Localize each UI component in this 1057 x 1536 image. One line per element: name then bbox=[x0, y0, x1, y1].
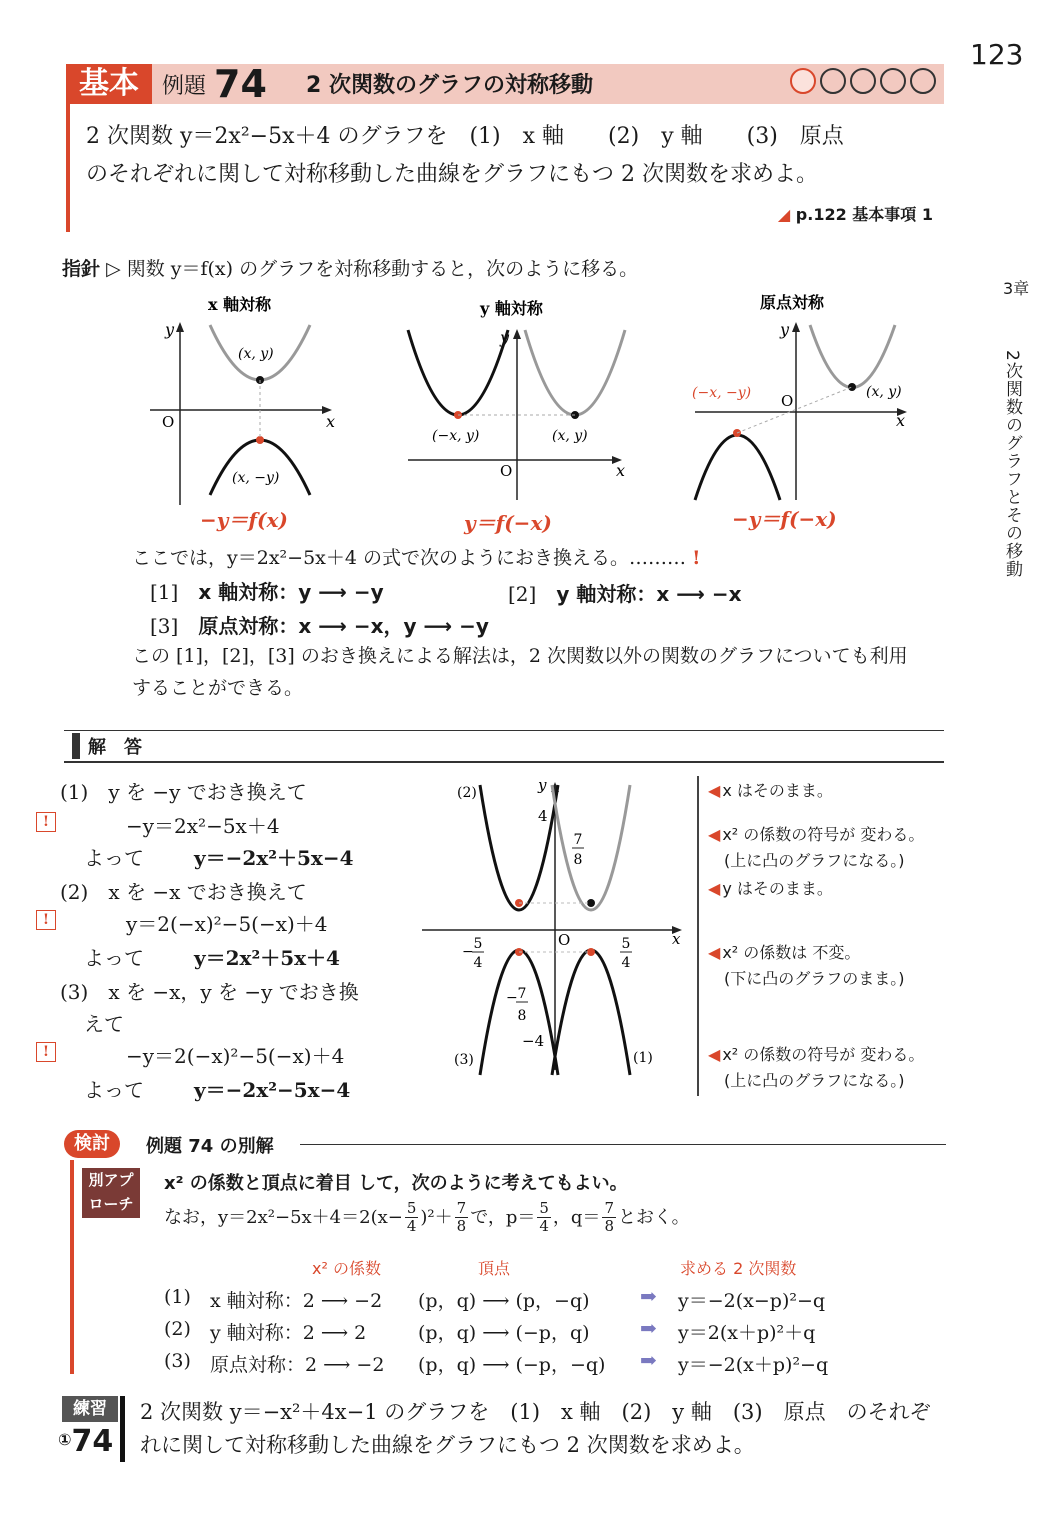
symmetry-formula: y＝f(−x) bbox=[464, 511, 552, 535]
symmetry-graphs bbox=[140, 290, 960, 540]
frac-num: 5 bbox=[539, 1199, 549, 1217]
difficulty-icon bbox=[790, 68, 816, 94]
table-row bbox=[164, 1350, 191, 1372]
frac-den: 8 bbox=[604, 1217, 614, 1235]
table-row bbox=[164, 1286, 191, 1308]
table-cell: 原点対称：2 ⟶ −2 bbox=[210, 1354, 385, 1376]
fraction-sign: − bbox=[462, 944, 474, 960]
answer-line bbox=[84, 942, 340, 971]
yotte: よって bbox=[84, 846, 144, 870]
note-sub: (上に凸のグラフになる。) bbox=[724, 1071, 905, 1090]
rule-number: [3] bbox=[150, 614, 179, 638]
kento-rule bbox=[300, 1144, 946, 1145]
alt-approach-label: ローチ bbox=[88, 1195, 134, 1213]
answer-line: (1) y を −y でおき換えて bbox=[60, 780, 307, 804]
kento-formula bbox=[164, 1200, 690, 1235]
shishin-text: ▷ 関数 y＝f(x) のグラフを対称移動すると，次のように移る。 bbox=[106, 258, 639, 280]
answer-result: y＝2x²＋5x＋4 bbox=[194, 946, 340, 970]
page-number: 123 bbox=[970, 38, 1024, 71]
axis-label: y bbox=[500, 328, 510, 347]
fraction-numerator: 5 bbox=[621, 936, 631, 952]
answer-line: −y＝2x²−5x＋4 bbox=[126, 814, 280, 838]
frac-num: 7 bbox=[456, 1199, 467, 1217]
note: ◀ y はそのまま。 bbox=[708, 876, 833, 899]
example-number: 74 bbox=[214, 62, 267, 106]
rule-number: [1] bbox=[150, 580, 179, 604]
fraction bbox=[405, 1200, 419, 1235]
answer-line: えて bbox=[84, 1012, 124, 1036]
curve-label: (1) bbox=[633, 1050, 653, 1066]
kento-intro: x² の係数と頂点に着目 して，次のように考えてもよい。 bbox=[164, 1173, 628, 1194]
rule-2 bbox=[508, 578, 742, 607]
table-cell: y＝2(x＋p)²＋q bbox=[678, 1322, 816, 1344]
frac-den: 4 bbox=[406, 1217, 417, 1235]
table-cell: (p，q) ⟶ (−p，q) bbox=[418, 1322, 590, 1344]
answer-line: (2) x を −x でおき換えて bbox=[60, 880, 307, 904]
origin-label: O bbox=[500, 462, 513, 480]
kento-side-bar bbox=[70, 1160, 74, 1374]
explanation-paragraph bbox=[132, 640, 952, 704]
alt-approach-label: 別アプ bbox=[88, 1171, 134, 1189]
y-intercept-label: 4 bbox=[538, 807, 548, 825]
note-sub: (上に凸のグラフになる。) bbox=[724, 851, 905, 870]
axis-label: x bbox=[616, 461, 626, 480]
axis-label: x bbox=[896, 411, 906, 430]
warning-mark: ! bbox=[36, 1042, 56, 1062]
answer-line: y＝2(−x)²−5(−x)＋4 bbox=[126, 912, 328, 936]
alt-approach-badge bbox=[82, 1168, 140, 1218]
frac-den: 8 bbox=[456, 1217, 467, 1235]
graph-title: 原点対称 bbox=[760, 293, 825, 312]
answer-line bbox=[84, 1074, 350, 1103]
fraction bbox=[455, 1200, 469, 1235]
answer-line: −y＝2(−x)²−5(−x)＋4 bbox=[126, 1044, 345, 1068]
y-intercept-label: −4 bbox=[522, 1032, 545, 1050]
axis-label: x bbox=[326, 412, 336, 431]
graph-y-symmetry bbox=[408, 299, 625, 535]
axis-label: x bbox=[672, 930, 681, 948]
axis-label: y bbox=[538, 776, 547, 794]
explanation-text: ここでは，y＝2x²−5x＋4 の式で次のようにおき換える。……… bbox=[132, 547, 687, 569]
chapter-label: 3章 bbox=[1003, 279, 1030, 298]
curve-label: (3) bbox=[454, 1052, 474, 1068]
rule-text: y 軸対称：x ⟶ −x bbox=[556, 582, 742, 606]
origin-label: O bbox=[781, 392, 794, 410]
reidai-text: 例題 bbox=[162, 74, 207, 99]
paragraph-line: この [1]，[2]，[3] のおき換えによる解法は，2 次関数以外の関数のグラフについても利用 bbox=[132, 645, 908, 667]
row-number: (3) bbox=[164, 1350, 191, 1372]
graph-title: x 軸対称 bbox=[208, 295, 272, 314]
axis-label: y bbox=[780, 320, 790, 339]
practice-bar bbox=[120, 1396, 125, 1462]
practice-line: れに関して対称移動した曲線をグラフにもつ 2 次関数を求めよ。 bbox=[140, 1433, 755, 1457]
shishin-label: 指針 bbox=[62, 258, 101, 280]
graph-x-symmetry bbox=[150, 295, 335, 532]
practice-problem bbox=[140, 1396, 950, 1462]
rule-text: x 軸対称：y ⟶ −y bbox=[198, 580, 384, 604]
chapter-title: 2次関数のグラフとその移動 bbox=[1002, 350, 1022, 578]
rule-number: [2] bbox=[508, 582, 537, 606]
answer-header-bar bbox=[64, 730, 944, 763]
frac-num: 5 bbox=[406, 1199, 417, 1217]
note: ◀ x² の係数は 不変。 bbox=[708, 940, 860, 963]
practice-number bbox=[58, 1424, 113, 1459]
point-label: (x, y) bbox=[238, 346, 274, 362]
point-label: (x, −y) bbox=[232, 470, 280, 486]
answer-graph bbox=[420, 770, 690, 1080]
fraction bbox=[537, 1200, 551, 1235]
fraction-denominator: 8 bbox=[573, 852, 583, 868]
fraction-denominator: 8 bbox=[517, 1008, 527, 1024]
difficulty-icon bbox=[910, 68, 936, 94]
fraction-denominator: 4 bbox=[621, 955, 631, 971]
difficulty-icon bbox=[880, 68, 906, 94]
answer-line: (3) x を −x，y を −y でおき換 bbox=[60, 980, 359, 1004]
point-label: (x, y) bbox=[866, 384, 902, 400]
table-header: 頂点 bbox=[478, 1259, 511, 1278]
yotte: よって bbox=[84, 946, 144, 970]
answer-result: y＝−2x²＋5x−4 bbox=[194, 846, 354, 870]
table-cell: x 軸対称：2 ⟶ −2 bbox=[210, 1290, 383, 1312]
fraction-numerator: 7 bbox=[517, 986, 527, 1002]
fraction-sign: − bbox=[506, 990, 518, 1006]
kento-badge: 検討 bbox=[64, 1130, 120, 1158]
note-sub: (下に凸のグラフのまま。) bbox=[724, 969, 905, 988]
symmetry-formula: −y＝f(x) bbox=[200, 508, 288, 532]
practice-line: 2 次関数 y＝−x²＋4x−1 のグラフを (1) x 軸 (2) y 軸 (3) 原点 のそれぞ bbox=[140, 1400, 931, 1424]
frac-den: 4 bbox=[539, 1217, 549, 1235]
problem-line: のそれぞれに関して対称移動した曲線をグラフにもつ 2 次関数を求めよ。 bbox=[86, 162, 818, 187]
note: ◀ x はそのまま。 bbox=[708, 778, 833, 801]
warning-mark: ! bbox=[36, 910, 56, 930]
reference-link: ◢ p.122 基本事項 1 bbox=[778, 202, 933, 225]
table-cell: (p，q) ⟶ (p，−q) bbox=[418, 1290, 590, 1312]
table-cell: y＝−2(x−p)²−q bbox=[678, 1290, 826, 1312]
fraction-denominator: 4 bbox=[473, 955, 483, 971]
formula-part: で，p＝ bbox=[470, 1206, 536, 1228]
note: ◀ x² の係数の符号が 変わる。 bbox=[708, 822, 924, 845]
arrow-right-icon: ➡ bbox=[640, 1348, 657, 1372]
formula-part: なお，y＝2x²−5x＋4＝2(x− bbox=[164, 1206, 403, 1228]
curve-label: (2) bbox=[457, 785, 477, 801]
rule-1 bbox=[150, 576, 384, 605]
fraction bbox=[602, 1200, 616, 1235]
example-title: 2 次関数のグラフの対称移動 bbox=[306, 73, 593, 98]
table-header: x² の係数 bbox=[312, 1259, 381, 1278]
kento-title: 例題 74 の別解 bbox=[146, 1136, 274, 1157]
row-number: (2) bbox=[164, 1318, 191, 1340]
fraction-numerator: 5 bbox=[473, 936, 483, 952]
point-label: (x, y) bbox=[552, 428, 588, 444]
rule-3 bbox=[150, 610, 489, 639]
paragraph-line: することができる。 bbox=[132, 677, 304, 699]
formula-part: ，q＝ bbox=[552, 1206, 601, 1228]
practice-number-value: 74 bbox=[71, 1424, 114, 1459]
difficulty-rating bbox=[790, 68, 936, 100]
note: ◀ x² の係数の符号が 変わる。 bbox=[708, 1042, 924, 1065]
answer-line bbox=[84, 842, 354, 871]
point-label: (−x, y) bbox=[432, 428, 480, 444]
point-label: (−x, −y) bbox=[692, 385, 752, 401]
shishin-line bbox=[62, 254, 638, 281]
arrow-right-icon: ➡ bbox=[640, 1316, 657, 1340]
arrow-right-icon: ➡ bbox=[640, 1284, 657, 1308]
explanation-mark: ! bbox=[692, 547, 701, 569]
table-cell: (p，q) ⟶ (−p，−q) bbox=[418, 1354, 606, 1376]
origin-label: O bbox=[162, 413, 175, 431]
difficulty-icon bbox=[820, 68, 846, 94]
graph-title: y 軸対称 bbox=[480, 299, 543, 318]
table-cell: y 軸対称：2 ⟶ 2 bbox=[210, 1322, 367, 1344]
table-cell: y＝−2(x＋p)²−q bbox=[678, 1354, 829, 1376]
rule-text: 原点対称：x ⟶ −x，y ⟶ −y bbox=[198, 614, 489, 638]
table-header: 求める 2 次関数 bbox=[680, 1259, 797, 1278]
warning-mark: ! bbox=[36, 812, 56, 832]
formula-part: )²＋ bbox=[420, 1206, 453, 1228]
problem-line: 2 次関数 y＝2x²−5x＋4 のグラフを (1) x 軸 (2) y 軸 (3) 原点 bbox=[86, 124, 844, 149]
fraction-numerator: 7 bbox=[573, 832, 583, 848]
frac-num: 7 bbox=[604, 1199, 614, 1217]
formula-part: とおく。 bbox=[617, 1206, 690, 1228]
notes-divider bbox=[697, 776, 699, 1096]
yotte: よって bbox=[84, 1078, 144, 1102]
graph-origin-symmetry bbox=[692, 293, 907, 531]
answer-label: 解 答 bbox=[72, 733, 142, 759]
practice-label: 練習 bbox=[62, 1396, 118, 1422]
row-number: (1) bbox=[164, 1286, 191, 1308]
difficulty-icon bbox=[850, 68, 876, 94]
origin-label: O bbox=[558, 931, 571, 949]
problem-statement bbox=[86, 118, 926, 194]
kihon-badge: 基本 bbox=[66, 64, 152, 104]
axis-label: y bbox=[165, 320, 175, 339]
symmetry-formula: −y＝f(−x) bbox=[732, 507, 837, 531]
answer-result: y＝−2x²−5x−4 bbox=[194, 1078, 351, 1102]
practice-level: ① bbox=[58, 1430, 72, 1449]
example-label bbox=[162, 64, 267, 104]
explanation-line bbox=[132, 542, 700, 574]
table-row bbox=[164, 1318, 191, 1340]
